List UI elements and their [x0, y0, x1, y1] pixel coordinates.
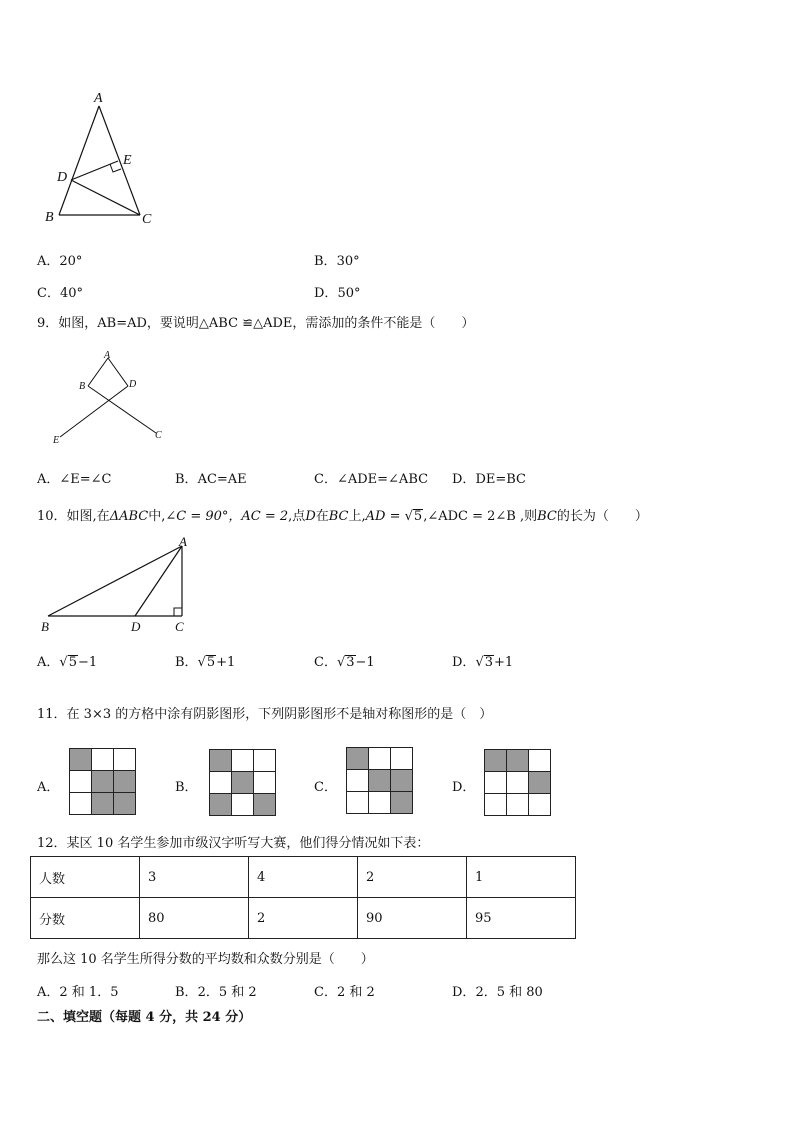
q12-option-a[interactable] — [37, 981, 118, 1000]
q10-label-D: D — [131, 619, 141, 634]
table-cell: 2 — [358, 857, 467, 898]
option-letter: B． — [175, 655, 198, 670]
q10-stem-radicand: 5 — [413, 509, 423, 524]
grid-cell — [391, 748, 413, 770]
q9-option-c[interactable] — [314, 468, 428, 487]
q10-option-d[interactable]: D．√3+1 — [452, 655, 514, 670]
grid-cell — [347, 770, 369, 792]
shaded-cell — [254, 794, 276, 816]
table-row — [31, 898, 576, 939]
option-letter: C． — [314, 985, 337, 1000]
q8-option-b[interactable] — [314, 250, 360, 269]
grid-cell — [529, 794, 551, 816]
q10-stem-math: BC — [537, 509, 557, 524]
option-letter: C． — [314, 472, 337, 487]
q10-option-c[interactable]: C．√3−1 — [314, 655, 375, 670]
q8-label-C: C — [142, 212, 152, 227]
grid-cell — [232, 750, 254, 772]
option-text: 2 和 2 — [336, 985, 375, 1000]
q12-score-table — [30, 856, 576, 939]
option-letter: C． — [37, 286, 60, 301]
q9-label-B: B — [79, 381, 86, 392]
q8-label-B: B — [45, 210, 54, 225]
q9-label-E: E — [53, 435, 60, 446]
option-letter: C． — [314, 655, 337, 670]
grid-cell — [485, 794, 507, 816]
shaded-cell — [391, 770, 413, 792]
grid-cell — [529, 750, 551, 772]
q10-stem-text: ,∠ADC = 2∠B ,则 — [423, 509, 538, 524]
q8-label-A: A — [94, 91, 103, 106]
option-text: +1 — [494, 655, 514, 670]
q12-option-d[interactable] — [452, 981, 543, 1000]
shaded-cell — [210, 794, 232, 816]
q10-option-a[interactable]: A．√5−1 — [37, 655, 98, 670]
grid-cell — [254, 772, 276, 794]
q10-option-b[interactable]: B．√5+1 — [175, 655, 236, 670]
table-cell: 人数 — [31, 857, 140, 898]
option-text: 2．5 和 80 — [475, 985, 543, 1000]
grid-cell — [92, 749, 114, 771]
option-letter: D． — [452, 985, 476, 1000]
q10-figure — [38, 536, 198, 636]
q10-label-A: A — [179, 536, 187, 549]
option-letter: A． — [37, 254, 60, 269]
option-letter: D． — [452, 472, 476, 487]
table-cell: 90 — [358, 898, 467, 939]
shaded-cell — [114, 771, 136, 793]
shaded-cell — [529, 772, 551, 794]
q11-option-d-letter[interactable]: D． — [452, 780, 476, 795]
grid-cell — [485, 772, 507, 794]
q11-grid-c[interactable] — [346, 747, 413, 814]
q9-label-D: D — [129, 379, 137, 390]
option-radicand: 3 — [346, 655, 355, 670]
option-text: 30° — [336, 254, 360, 269]
option-text: DE=BC — [475, 472, 526, 487]
q8-option-c[interactable] — [37, 282, 83, 301]
q8-option-d[interactable] — [314, 282, 360, 301]
q9-stem: 9．如图，AB=AD，要说明△ABC ≌△ADE，需添加的条件不能是（ ） — [37, 316, 475, 331]
table-cell: 3 — [140, 857, 249, 898]
table-cell: 4 — [249, 857, 358, 898]
table-cell: 2 — [249, 898, 358, 939]
grid-cell — [114, 749, 136, 771]
q10-stem-math: BC — [328, 509, 349, 524]
shaded-cell — [92, 793, 114, 815]
q10-stem-text: 中, — [148, 509, 166, 524]
grid-cell — [369, 748, 391, 770]
option-text: ∠ADE=∠ABC — [336, 472, 429, 487]
q8-label-E: E — [123, 153, 132, 168]
table-cell: 分数 — [31, 898, 140, 939]
option-text: 50° — [337, 286, 361, 301]
q10-stem-math: ΔABC — [109, 509, 149, 524]
grid-cell — [369, 792, 391, 814]
q8-option-a[interactable] — [37, 250, 82, 269]
q10-label-C: C — [175, 619, 184, 634]
section-heading: 二、填空题（每题 4 分，共 24 分） — [37, 1010, 252, 1025]
grid-cell — [210, 772, 232, 794]
table-cell: 1 — [467, 857, 576, 898]
grid-cell — [347, 792, 369, 814]
q11-option-c-letter[interactable]: C． — [314, 780, 337, 795]
q9-label-C: C — [155, 430, 162, 441]
table-row — [31, 857, 576, 898]
shaded-cell — [369, 770, 391, 792]
q12-question: 那么这 10 名学生所得分数的平均数和众数分别是（ ） — [37, 952, 374, 967]
shaded-cell — [114, 793, 136, 815]
option-radicand: 3 — [484, 655, 494, 670]
shaded-cell — [210, 750, 232, 772]
q11-option-b-letter[interactable]: B． — [175, 780, 198, 795]
option-text: 20° — [59, 254, 83, 269]
option-text: −1 — [77, 655, 98, 670]
q8-triangle-figure — [40, 88, 170, 228]
table-cell: 80 — [140, 898, 249, 939]
option-letter: B． — [314, 254, 337, 269]
q12-option-c[interactable] — [314, 981, 375, 1000]
option-text: 2 和 1．5 — [59, 985, 119, 1000]
q10-stem-text: 在 — [315, 509, 329, 524]
option-letter: D． — [452, 655, 476, 670]
shaded-cell — [70, 749, 92, 771]
grid-cell — [70, 771, 92, 793]
q9-option-d[interactable] — [452, 468, 526, 487]
q9-option-b[interactable] — [175, 468, 247, 487]
shaded-cell — [485, 750, 507, 772]
q12-option-b[interactable] — [175, 981, 257, 1000]
option-letter: A． — [37, 655, 60, 670]
q10-stem-text: 上, — [348, 509, 366, 524]
grid-cell — [70, 793, 92, 815]
shaded-cell — [92, 771, 114, 793]
q10-stem-math: D — [305, 509, 316, 524]
shaded-cell — [232, 772, 254, 794]
q10-stem: 10．如图,在ΔABC中,∠C = 90°，AC = 2,点D在BC上,AD = √5,∠ADC = 2∠B ,则BC的长为（ ） — [37, 509, 648, 524]
option-letter: A． — [37, 985, 60, 1000]
q11-option-a-letter[interactable]: A． — [37, 780, 60, 795]
option-text: 2．5 和 2 — [197, 985, 257, 1000]
option-letter: B． — [175, 985, 198, 1000]
q11-grid-b[interactable] — [209, 749, 276, 816]
q10-stem-text: 10．如图,在 — [37, 509, 110, 524]
shaded-cell — [347, 748, 369, 770]
q10-stem-math: ∠C = 90°，AC = 2 — [165, 509, 289, 524]
option-letter: B． — [175, 472, 198, 487]
option-text: −1 — [355, 655, 375, 670]
option-letter: A． — [37, 472, 60, 487]
grid-cell — [507, 794, 529, 816]
q9-option-a[interactable] — [37, 468, 112, 487]
q12-stem: 12．某区 10 名学生参加市级汉字听写大赛，他们得分情况如下表： — [37, 836, 430, 851]
table-cell: 95 — [467, 898, 576, 939]
option-text: ∠E=∠C — [59, 472, 112, 487]
q9-label-A: A — [104, 350, 111, 361]
option-radicand: 5 — [206, 655, 216, 670]
option-text: +1 — [216, 655, 236, 670]
option-letter: D． — [314, 286, 338, 301]
q10-label-B: B — [41, 619, 49, 634]
grid-cell — [254, 750, 276, 772]
q11-grid-a[interactable] — [69, 748, 136, 815]
q10-stem-text: 的长为（ ） — [556, 509, 648, 524]
option-text: AC=AE — [197, 472, 247, 487]
shaded-cell — [391, 792, 413, 814]
shaded-cell — [507, 750, 529, 772]
option-radicand: 5 — [68, 655, 77, 670]
q11-stem: 11．在 3×3 的方格中涂有阴影图形，下列阴影图形不是轴对称图形的是（ ） — [37, 707, 493, 722]
q9-figure — [48, 348, 168, 448]
grid-cell — [232, 794, 254, 816]
option-text: 40° — [59, 286, 83, 301]
q11-grid-d[interactable] — [484, 749, 551, 816]
grid-cell — [507, 772, 529, 794]
q10-stem-math: AD = — [365, 509, 401, 524]
q8-label-D: D — [57, 170, 68, 185]
q10-stem-text: ,点 — [288, 509, 306, 524]
